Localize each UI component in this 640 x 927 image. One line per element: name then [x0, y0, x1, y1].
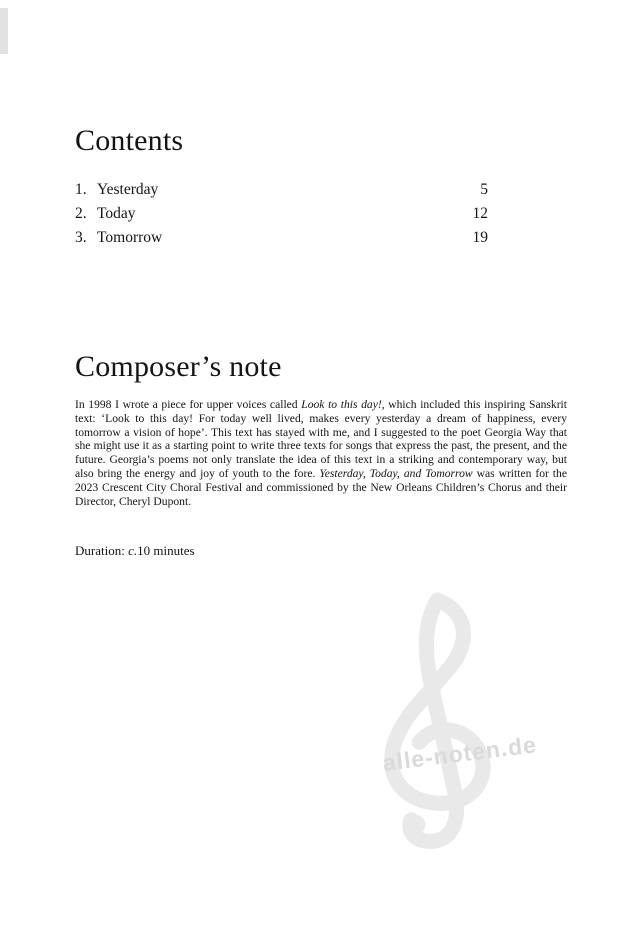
- watermark-text: alle-noten.de: [381, 731, 539, 776]
- composer-note-paragraph: [75, 398, 567, 508]
- note-text-segment-italic: Yesterday, Today, and Tomorrow: [319, 466, 473, 480]
- composer-note-title: Composer’s note: [75, 350, 282, 383]
- toc-item-title: Today: [97, 205, 136, 222]
- note-text-segment: was written for the 2023 Crescent City Choral Festival and commissioned by the New Orleans Children’s Chorus and their Director, Cheryl Dupont.: [75, 466, 567, 508]
- toc-row-tomorrow: [75, 229, 488, 253]
- toc-row-yesterday: [75, 181, 488, 205]
- clef-tail-dot: [405, 815, 425, 835]
- duration-line: [75, 543, 195, 559]
- note-text-segment-italic: Look to this day!: [301, 398, 382, 411]
- toc-page-number: 19: [472, 229, 488, 246]
- toc-row-today: [75, 205, 488, 229]
- duration-label: Duration:: [75, 543, 129, 558]
- duration-value: 10 minutes: [137, 543, 195, 558]
- scan-edge-artifact: [0, 8, 8, 54]
- note-text-segment: , which included this inspiring Sanskrit text: ‘Look to this day! For today well lived, makes every yesterday a dream of happiness, every tomorrow a vision of hope’. This text has stayed with me, and I suggested to the poet Georgia Way that she might use it as a starting point to write three texts for songs that express the past, the present, and the future. Georgia’s poems not only translate the idea of this text in a striking and contemporary way, but also bring the energy and joy of youth to the fore.: [75, 398, 567, 480]
- treble-clef-watermark-icon: [340, 590, 525, 852]
- toc-page-number: 5: [480, 181, 488, 198]
- toc-page-number: 12: [472, 205, 488, 222]
- table-of-contents: [75, 181, 488, 253]
- toc-item-title: Yesterday: [97, 181, 159, 198]
- note-text-segment: In 1998 I wrote a piece for upper voices called: [75, 398, 302, 411]
- toc-item-title: Tomorrow: [97, 229, 163, 246]
- toc-item-number: 1.: [75, 181, 87, 198]
- duration-circa: c.: [128, 543, 138, 558]
- contents-title: Contents: [75, 124, 184, 157]
- toc-item-number: 3.: [75, 229, 87, 246]
- toc-item-number: 2.: [75, 205, 87, 222]
